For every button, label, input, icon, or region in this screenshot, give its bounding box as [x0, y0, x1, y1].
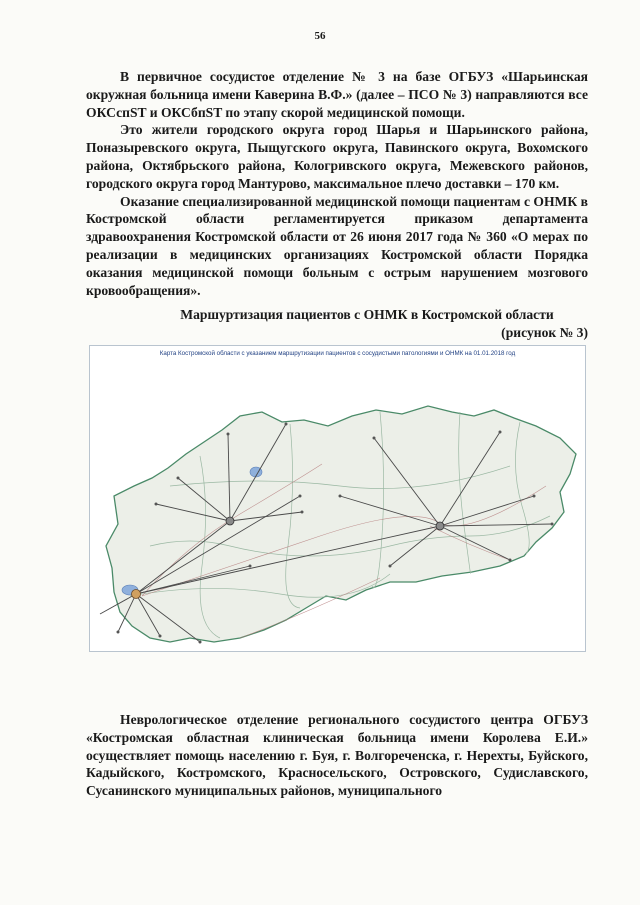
paragraph: Неврологическое отделение регионального сосудистого центра ОГБУЗ «Костромская областная клиническая больница имени Королева Е.И.» осуществляет помощь населению г. Буя, г. Волгореченска, г. Нерехты, Буйского, Кадыйского, Костромского, Красносельского, Островского, Судиславского, Сусанинского муниципальных районов, муниципального [86, 712, 588, 799]
page-number: 56 [314, 30, 326, 42]
figure-caption [86, 306, 588, 342]
paragraph: Оказание специализированной медицинской помощи пациентам с ОНМК в Костромской области регламентируется приказом департамента здравоохранения Костромской области от 26 июня 2017 года № 360 «О мерах по реализации в медицинских организациях Костромской области Порядка оказания медицинской помощи больным с острым нарушением мозгового кровообращения». [86, 193, 588, 298]
routing-map [89, 345, 586, 652]
hub-central [226, 517, 234, 525]
paragraph: В первичное сосудистое отделение № 3 на базе ОГБУЗ «Шарьинская окружная больница имени Каверина В.Ф.» (далее – ПСО № 3) направляются все ОКСспST и ОКСбпST по этапу скорой медицинской помощи. [86, 69, 588, 120]
map-graphic [90, 346, 587, 653]
paragraph: Это жители городского округа город Шарья и Шарьинского района, Поназыревского округа, Пыщугского округа, Павинского округа, Вохомского района, Октябрьского района, Кологривского округа, Межевского районов, городского округа город Мантурово, максимальное плечо доставки – 170 км. [86, 122, 588, 191]
hub-west [132, 590, 141, 599]
region-outline [106, 406, 576, 642]
body-text-bottom [86, 711, 588, 800]
hub-east [436, 522, 444, 530]
map-title: Карта Костромской области с указанием маршрутизации пациентов с сосудистыми патологиями и ОНМК на 01.01.2018 год [159, 350, 516, 357]
figure-caption-number: (рисунок № 3) [501, 324, 588, 340]
body-text-top [86, 68, 588, 299]
figure-caption-title: Маршуртизация пациентов с ОНМК в Костромской области [180, 307, 554, 322]
